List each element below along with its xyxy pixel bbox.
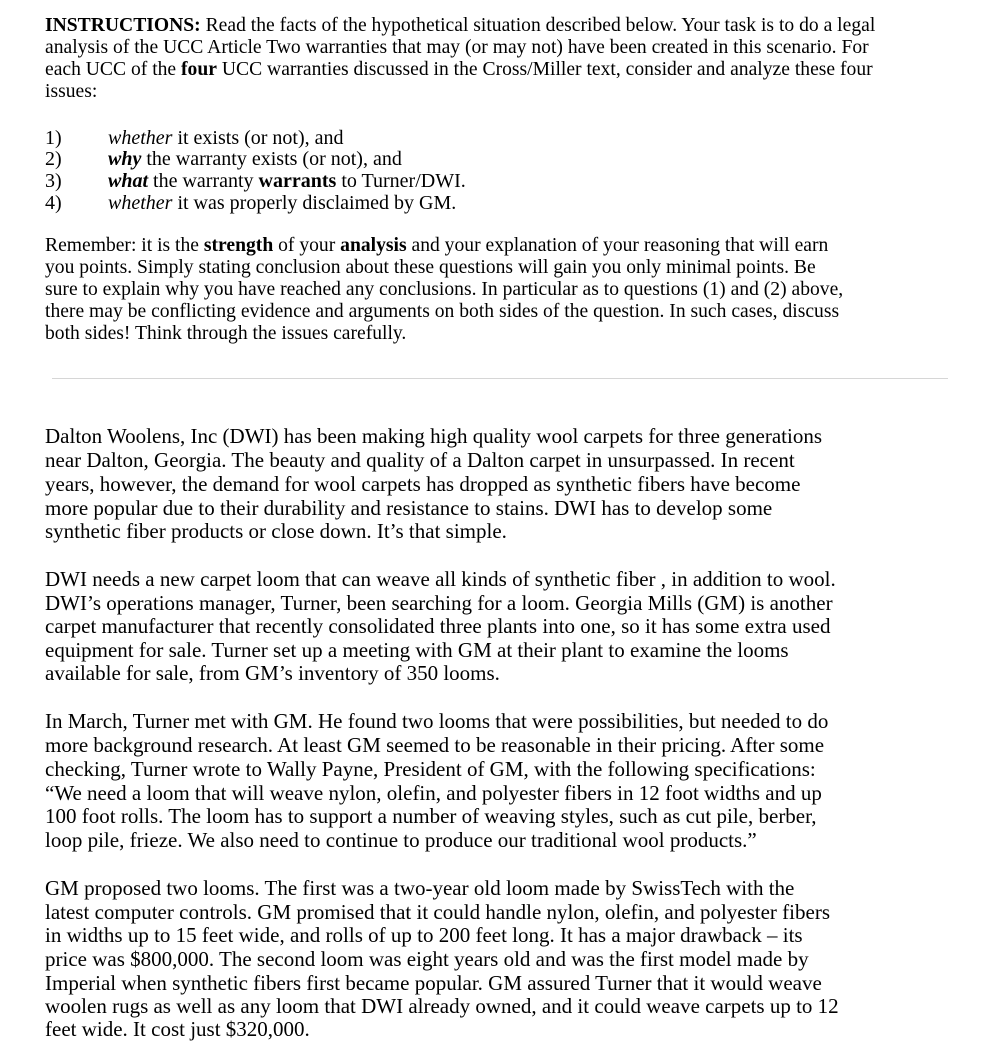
paragraph-line: Imperial when synthetic fibers first became popular. GM assured Turner that it would weave — [45, 971, 822, 995]
list-item: what the warranty warrants to Turner/DWI. — [108, 170, 466, 192]
paragraph-line: available for sale, from GM’s inventory of 350 looms. — [45, 661, 500, 685]
paragraph-line: 100 foot rolls. The loom has to support a number of weaving styles, such as cut pile, berber, — [45, 804, 817, 828]
remember-line-4: there may be conflicting evidence and arguments on both sides of the question. In such cases, discuss — [45, 301, 840, 322]
paragraph-line: loop pile, frieze. We also need to continue to produce our traditional wool products.” — [45, 828, 757, 852]
list-number: 2) — [45, 148, 62, 170]
instructions-line-2: analysis of the UCC Article Two warranties that may (or may not) have been created in this scenario. For — [45, 37, 869, 58]
paragraph-line: carpet manufacturer that recently consolidated three plants into one, so it has some extra used — [45, 614, 831, 638]
instructions-label: INSTRUCTIONS: — [45, 15, 201, 36]
paragraph-line: Dalton Woolens, Inc (DWI) has been making high quality wool carpets for three generations — [45, 424, 823, 448]
section-divider — [52, 378, 948, 379]
paragraph-line: synthetic fiber products or close down. It’s that simple. — [45, 519, 507, 543]
remember-line-1: Remember: it is the strength of your analysis and your explanation of your reasoning that will earn — [45, 235, 829, 256]
remember-line-3: sure to explain why you have reached any conclusions. In particular as to questions (1) and (2) above, — [45, 279, 844, 300]
paragraph-line: in widths up to 15 feet wide, and rolls of up to 200 feet long. It has a major drawback – its — [45, 923, 803, 947]
paragraph-line: latest computer controls. GM promised that it could handle nylon, olefin, and polyester fibers — [45, 900, 830, 924]
paragraph-line: “We need a loom that will weave nylon, olefin, and polyester fibers in 12 foot widths and up — [45, 781, 822, 805]
paragraph-line: DWI needs a new carpet loom that can weave all kinds of synthetic fiber , in addition to wool. — [45, 567, 836, 591]
remember-line-2: you points. Simply stating conclusion about these questions will gain you only minimal points. Be — [45, 257, 816, 278]
paragraph-line: more background research. At least GM seemed to be reasonable in their pricing. After some — [45, 733, 825, 757]
list-item: whether it exists (or not), and — [108, 127, 344, 149]
paragraph-line: feet wide. It cost just $320,000. — [45, 1017, 310, 1041]
list-item: whether it was properly disclaimed by GM. — [108, 192, 457, 214]
paragraph-line: GM proposed two looms. The first was a two-year old loom made by SwissTech with the — [45, 876, 795, 900]
instructions-line-4: issues: — [45, 81, 98, 102]
list-item: why the warranty exists (or not), and — [108, 148, 402, 170]
paragraph-line: In March, Turner met with GM. He found two looms that were possibilities, but needed to do — [45, 709, 829, 733]
list-number: 3) — [45, 170, 62, 192]
paragraph-line: price was $800,000. The second loom was eight years old and was the first model made by — [45, 947, 809, 971]
paragraph-line: DWI’s operations manager, Turner, been searching for a loom. Georgia Mills (GM) is another — [45, 591, 833, 615]
instructions-line-3: each UCC of the four UCC warranties discussed in the Cross/Miller text, consider and analyze these four — [45, 59, 873, 80]
paragraph-line: years, however, the demand for wool carpets has dropped as synthetic fibers have become — [45, 472, 801, 496]
paragraph-line: more popular due to their durability and resistance to stains. DWI has to develop some — [45, 496, 773, 520]
paragraph-line: near Dalton, Georgia. The beauty and quality of a Dalton carpet in unsurpassed. In recent — [45, 448, 795, 472]
list-number: 1) — [45, 127, 62, 149]
paragraph-line: checking, Turner wrote to Wally Payne, President of GM, with the following specifications: — [45, 757, 816, 781]
list-number: 4) — [45, 192, 62, 214]
remember-line-5: both sides! Think through the issues carefully. — [45, 323, 407, 344]
instructions-line-1: INSTRUCTIONS: Read the facts of the hypothetical situation described below. Your task is to do a legal — [45, 15, 876, 36]
paragraph-line: equipment for sale. Turner set up a meeting with GM at their plant to examine the looms — [45, 638, 789, 662]
paragraph-line: woolen rugs as well as any loom that DWI already owned, and it could weave carpets up to 12 — [45, 994, 839, 1018]
